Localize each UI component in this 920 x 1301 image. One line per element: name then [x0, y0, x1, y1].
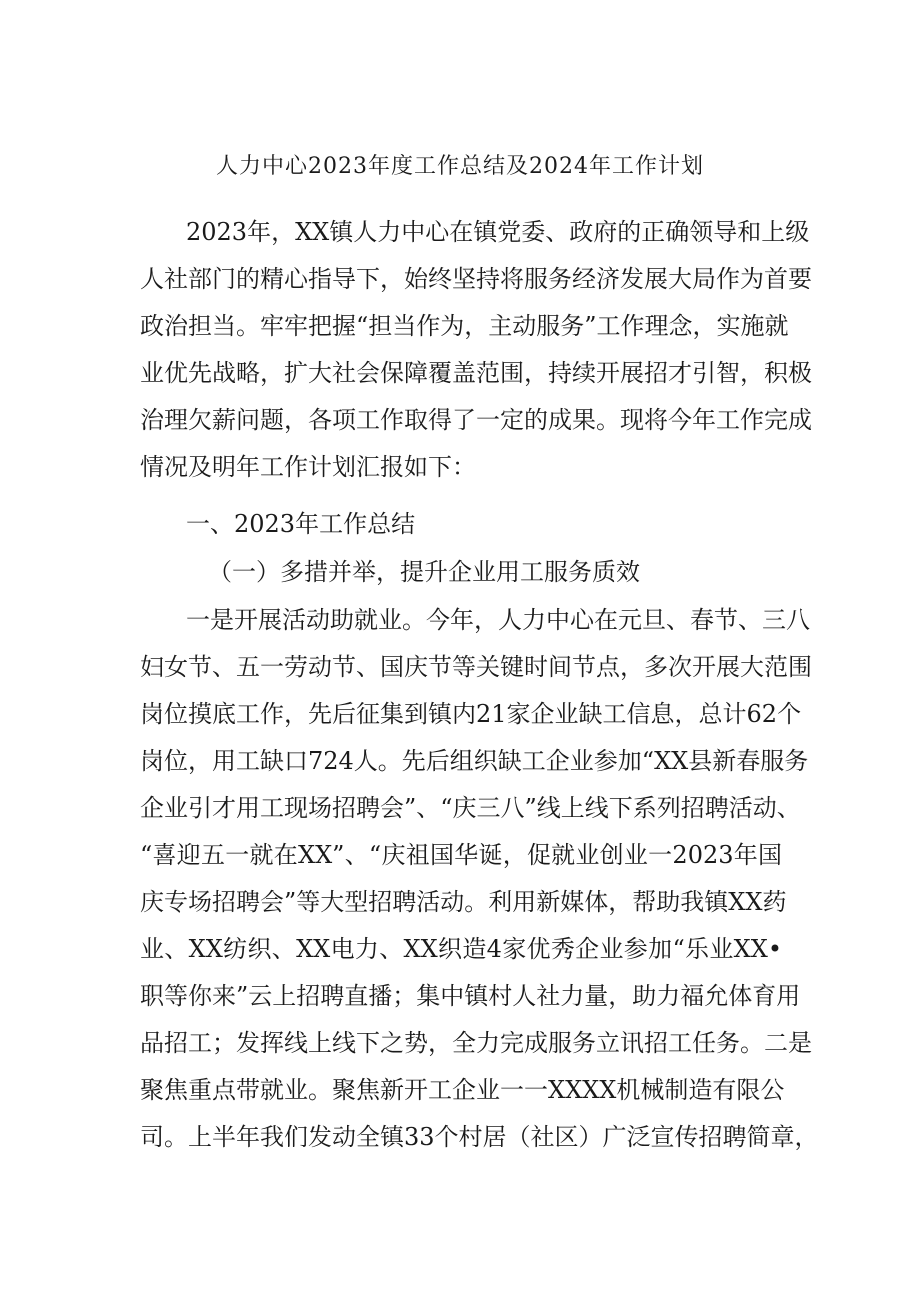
- intro-line: 人社部门的精心指导下，始终坚持将服务经济发展大局作为首要: [140, 265, 812, 293]
- body-line: 岗位摸底工作，先后征集到镇内21家企业缺工信息，总计62个: [140, 700, 802, 728]
- intro-line: 2023年，XX镇人力中心在镇党委、政府的正确领导和上级: [186, 218, 810, 246]
- intro-line: 政治担当。牢牢把握“担当作为，主动服务”工作理念，实施就: [140, 312, 789, 340]
- body-line: 岗位，用工缺口724人。先后组织缺工企业参加“XX县新春服务: [140, 747, 809, 775]
- intro-line: 业优先战略，扩大社会保障覆盖范围，持续开展招才引智，积极: [140, 359, 812, 387]
- intro-line: 治理欠薪问题，各项工作取得了一定的成果。现将今年工作完成: [140, 406, 812, 434]
- section-heading: 一、2023年工作总结: [186, 510, 416, 538]
- body-line: 司。上半年我们发动全镇33个村居（社区）广泛宣传招聘简章，: [140, 1123, 819, 1151]
- body-line: 职等你来”云上招聘直播；集中镇村人社力量，助力福允体育用: [140, 982, 801, 1010]
- body-line: 企业引才用工现场招聘会”、“庆三八”线上线下系列招聘活动、: [140, 794, 801, 822]
- body-line: 业、XX纺织、XX电力、XX织造4家优秀企业参加“乐业XX•: [140, 935, 782, 963]
- body-line: 庆专场招聘会”等大型招聘活动。利用新媒体，帮助我镇XX药: [140, 888, 787, 916]
- body-line: 一是开展活动助就业。今年，人力中心在元旦、春节、三八: [186, 606, 810, 634]
- intro-line: 情况及明年工作计划汇报如下：: [140, 453, 476, 481]
- body-line: “喜迎五一就在XX”、“庆祖国华诞，促就业创业一2023年国: [140, 841, 782, 869]
- body-line: 聚焦重点带就业。聚焦新开工企业一一XXXX机械制造有限公: [140, 1076, 785, 1104]
- document-title: 人力中心2023年度工作总结及2024年工作计划: [216, 154, 704, 179]
- subsection-heading: （一）多措并举，提升企业用工服务质效: [208, 558, 640, 586]
- body-line: 妇女节、五一劳动节、国庆节等关键时间节点，多次开展大范围: [140, 653, 812, 681]
- body-line: 品招工；发挥线上线下之势，全力完成服务立讯招工任务。二是: [140, 1029, 812, 1057]
